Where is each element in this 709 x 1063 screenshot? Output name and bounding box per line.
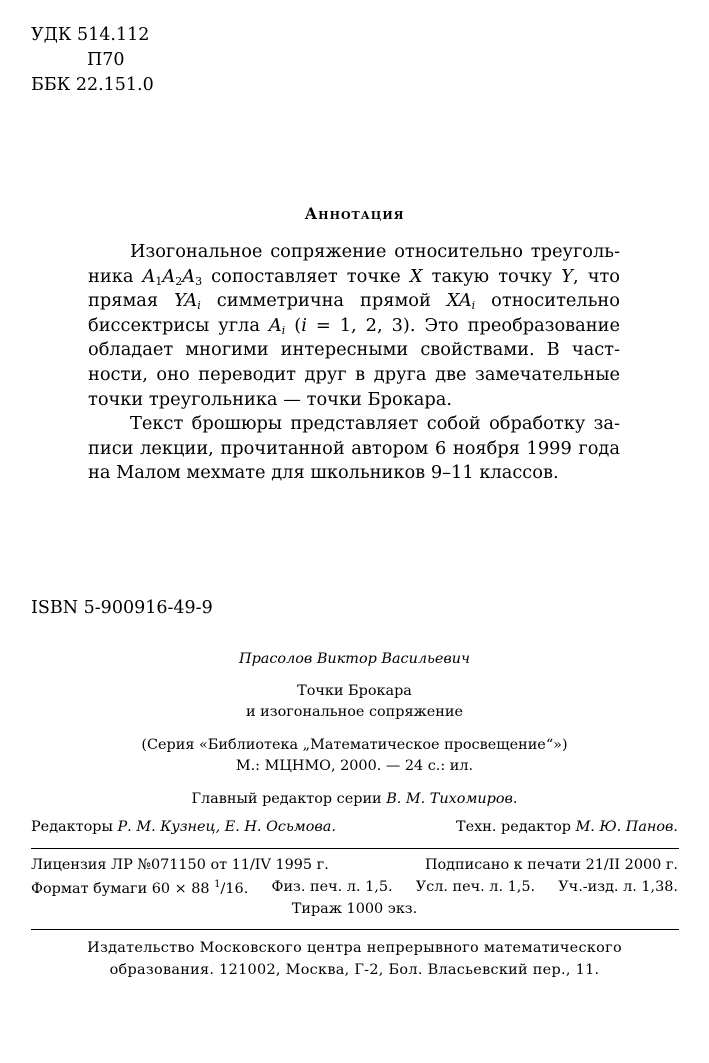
accounting-sheets: Уч.-изд. л. 1,38. [558, 879, 678, 895]
publisher-line-2: образования. 121002, Москва, Г-2, Бол. Власьевский пер., 11. [109, 962, 600, 978]
annotation-paragraph-1 [88, 240, 620, 412]
math-sub: i [471, 299, 476, 313]
math-var: A [142, 265, 156, 287]
math-var: A [182, 265, 196, 287]
tech-editor-label: Техн. редактор [456, 819, 576, 835]
series-line: (Серия «Библиотека „Математическое просвещение“») [141, 737, 568, 753]
math-var: XA [446, 290, 472, 312]
editors-names: Р. М. Кузнец, Е. Н. Осьмова. [117, 819, 336, 835]
tech-editor [456, 819, 678, 835]
format-numerator: 1 [214, 879, 221, 890]
bbk-code: ББК 22.151.0 [31, 75, 154, 95]
text-run: Изогональное сопряжение относительно треугольника [88, 241, 620, 287]
book-title-line-1: Точки Брокара [297, 683, 412, 699]
annotation-paragraph-2: Текст брошюры представляет собой обработку записи лекции, прочитанной автором 6 ноября 1999 года на Малом мехмате для школьников 9–11 классов. [88, 413, 620, 484]
license-row [31, 857, 678, 873]
tech-editor-name: М. Ю. Панов. [575, 819, 678, 835]
math-var: i [301, 314, 307, 336]
udk-code: УДК 514.112 [31, 25, 150, 45]
text-run: симметрична прямой [200, 290, 447, 312]
author-mark: П70 [87, 50, 125, 70]
math-sub: 3 [195, 274, 203, 288]
math-var: X [409, 265, 423, 287]
math-var: YA [174, 290, 198, 312]
math-var: A [268, 314, 282, 336]
text-run: сопоставляет точке [202, 265, 410, 287]
chief-editor-label: Главный редактор серии [191, 791, 387, 807]
format-dot: . [243, 880, 249, 897]
book-title-line-2: и изогональное сопряжение [245, 704, 464, 720]
text-run: относительно биссектрисы угла [88, 290, 620, 336]
format-label: Формат бумаги 60 × 88 [31, 880, 215, 897]
chief-editor-line [0, 791, 709, 807]
format-denominator: /16 [220, 880, 244, 897]
annotation-body [88, 240, 620, 486]
publication-line: М.: МЦНМО, 2000. — 24 с.: ил. [235, 758, 474, 774]
editors-label: Редакторы [31, 819, 118, 835]
paper-format [31, 879, 248, 897]
divider-bottom [31, 929, 679, 930]
text-run: такую точку [422, 265, 562, 287]
text-run: = 1, 2, 3). Это преобразование обладает многими интересными свойствами. В частности, оно переводит друг в друга две замечательные точки треугольника — точки Брокара. [88, 314, 621, 410]
author-name: Прасолов Виктор Васильевич [239, 651, 470, 667]
annotation-title: Аннотация [304, 204, 405, 223]
print-run: Тираж 1000 экз. [291, 901, 418, 917]
text-run: , что прямая [88, 265, 620, 312]
publisher-line-1: Издательство Московского центра непрерывного математического [87, 940, 622, 956]
physical-sheets: Физ. печ. л. 1,5. [271, 879, 393, 895]
license-number: Лицензия ЛР №071150 от 11/IV 1995 г. [31, 857, 329, 873]
math-sub: i [281, 323, 286, 337]
chief-editor-name: В. М. Тихомиров. [386, 791, 518, 807]
divider-top [31, 848, 679, 849]
math-sub: 2 [175, 274, 183, 288]
math-sub: 1 [155, 274, 163, 288]
text-run: ( [285, 314, 302, 336]
math-var: Y [561, 265, 573, 287]
signed-to-print: Подписано к печати 21/II 2000 г. [424, 857, 678, 873]
editors-row [31, 819, 678, 835]
math-sub: i [197, 299, 201, 313]
isbn: ISBN 5-900916-49-9 [31, 598, 213, 618]
math-var: A [162, 265, 176, 287]
format-row [31, 879, 678, 897]
conventional-sheets: Усл. печ. л. 1,5. [415, 879, 536, 895]
editors [31, 819, 336, 835]
